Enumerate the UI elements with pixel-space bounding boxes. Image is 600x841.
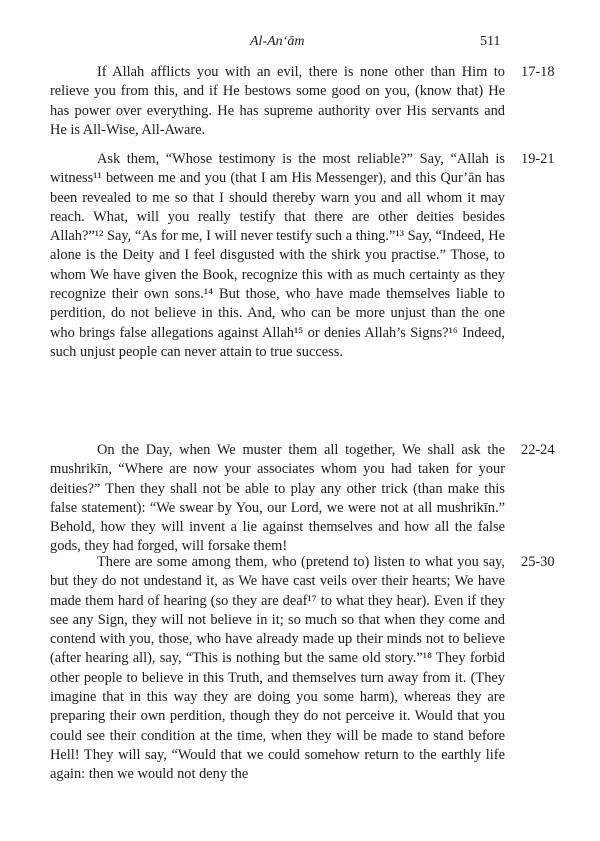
verse-reference: 22-24 [521,442,555,458]
passage-17-18: If Allah afflicts you with an evil, there is none other than Him to relieve you from this, and if He bestows some good on you, (know that) He has power over everything. He has supreme authority over His servants and He is All-Wise, All-Aware. [50,64,505,138]
verse-reference: 19-21 [521,151,555,167]
passage-25-30: There are some among them, who (pretend to) listen to what you say, but they do not undestand it, as We have cast veils over their hearts; We have made them hard of hearing (so they are deaf¹⁷ to what they hear). Even if they see any Sign, they will not believe in it; so much so that when they come and contend with you, those, who have already made up their minds not to believe (after hearing all), say, “This is nothing but the same old story.”¹⁸ They forbid other people to believe in this Truth, and themselves turn away from it. (They imagine that in this way they are doing you some harm), whereas they are preparing their own perdition, though they do not perceive it. Would that you could see their condition at the time, when they will be made to stand before Hell! They will say, “Would that we could somehow return to the earthly life again: then we would not deny the [50,554,505,783]
verse-reference: 17-18 [521,64,555,80]
passage-19-21: Ask them, “Whose testimony is the most reliable?” Say, “Allah is witness¹¹ between me and you (that I am His Messenger), and this Qur’ān has been revealed to me so that I should thereby warn you and all whom it may reach. What, will you really testify that there are other deities besides Allah?”¹² Say, “As for me, I will never testify such a thing.”¹³ Say, “Indeed, He alone is the Deity and I feel disgusted with the shirk you practise.” Those, to whom We have given the Book, recognize this with as much certainty as they recognize their own sons.¹⁴ But those, who have made themselves liable to perdition, do not believe in this. And, who can be more unjust than the one who brings false allegations against Allah¹⁵ or denies Allah’s Signs?¹⁶ Indeed, such unjust people can never attain to true success. [50,151,505,360]
page-number: 511 [480,34,501,49]
passage-22-24: On the Day, when We muster them all together, We shall ask the mushrikīn, “Where are now your associates whom you had taken for your deities?” Then they shall not be able to play any other trick (than make this false statement): “We swear by You, our Lord, we were not at all mushrikīn.” Behold, how they will invent a lie against themselves and how all the false gods, they had forged, will forsake them! [50,442,505,555]
running-title: Al-An‘ām [250,34,305,49]
verse-reference: 25-30 [521,554,555,570]
